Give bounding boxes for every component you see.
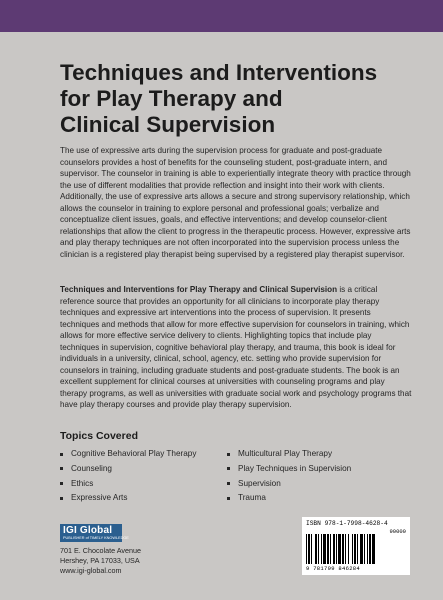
- description-paragraph-2: [60, 284, 412, 411]
- barcode-bar: [364, 534, 365, 564]
- topic-label: Multicultural Play Therapy: [238, 449, 333, 458]
- book-title-inline: Techniques and Interventions for Play Therapy and Clinical Supervision: [60, 285, 338, 294]
- book-title-line: Techniques and Interventions: [60, 60, 378, 85]
- publisher-logo: [60, 524, 129, 542]
- bullet-icon: [227, 453, 230, 456]
- topic-item: [227, 477, 351, 492]
- topic-item: [227, 491, 351, 506]
- topic-item: [60, 491, 196, 506]
- topics-list-right: [227, 447, 351, 506]
- barcode-bar: [306, 534, 307, 564]
- description-paragraph-2-text: is a critical reference source that provides an opportunity for all clinicians to incorporate play therapy techniques and expressive art interventions into the process of supervision. It presents techniques and methods that allow for more effective supervision for counselors in training, which allows for more effective service delivery to clients. Highlighting topics that include play techniques in supervision, cognitive behavioral play therapy, and trauma, this book is ideal for individuals in a university, clinical, school, agency, etc. setting who provide supervision for counselors in training, including graduate students and post-graduate students. The book is an excellent supplement for clinical courses at universities with counseling programs and play therapy programs, as well as universities with graduate social work and psychology programs that have play therapy courses and provide play therapy supervision.: [60, 285, 412, 409]
- bullet-icon: [227, 482, 230, 485]
- topic-label: Play Techniques in Supervision: [238, 463, 352, 473]
- barcode-bar: [369, 534, 371, 564]
- book-title-line: Clinical Supervision: [60, 112, 276, 137]
- topic-label: Ethics: [71, 478, 94, 488]
- bullet-icon: [60, 497, 63, 500]
- topic-label: Expressive Arts: [71, 493, 128, 503]
- topics-list-left: [60, 447, 196, 506]
- bullet-icon: [60, 453, 63, 456]
- price-code: 90000: [389, 528, 406, 535]
- barcode-bar: [354, 534, 356, 564]
- topic-item: [60, 462, 196, 477]
- barcode-bar: [318, 534, 319, 564]
- barcode-bar: [372, 534, 375, 564]
- barcode-bar: [342, 534, 344, 564]
- barcode-bar: [336, 534, 337, 564]
- topic-item: [60, 447, 196, 462]
- topics-heading: Topics Covered: [60, 430, 138, 442]
- publisher-website-link[interactable]: www.igi-global.com: [60, 566, 122, 575]
- book-title: [60, 60, 420, 138]
- topic-item: [227, 462, 351, 477]
- barcode-bars: [306, 534, 406, 564]
- bullet-icon: [60, 482, 63, 485]
- isbn-barcode: [302, 517, 410, 575]
- publisher-address: [60, 546, 141, 576]
- book-title-line: for Play Therapy and: [60, 86, 283, 111]
- topic-label: Cognitive Behavioral Play Therapy: [71, 449, 197, 458]
- barcode-bar: [315, 534, 317, 564]
- topic-item: [227, 447, 351, 462]
- isbn-number: ISBN 978-1-7998-4628-4: [306, 520, 388, 527]
- barcode-bar: [338, 534, 341, 564]
- topic-label: Supervision: [238, 478, 281, 488]
- bullet-icon: [227, 497, 230, 500]
- barcode-bar: [330, 534, 331, 564]
- barcode-bar: [311, 534, 312, 564]
- bullet-icon: [227, 467, 230, 470]
- barcode-bar: [352, 534, 353, 564]
- topic-label: Trauma: [238, 493, 266, 503]
- barcode-bar: [348, 534, 349, 564]
- publisher-logo-text: IGI Global: [63, 525, 113, 536]
- barcode-bar: [323, 534, 326, 564]
- top-color-band: [0, 0, 443, 32]
- barcode-bar: [357, 534, 358, 564]
- bullet-icon: [60, 467, 63, 470]
- address-line: Hershey, PA 17033, USA: [60, 556, 140, 565]
- barcode-bar: [321, 534, 322, 564]
- publisher-logo-tagline: PUBLISHER of TIMELY KNOWLEDGE: [63, 536, 129, 540]
- barcode-bar: [367, 534, 368, 564]
- topic-item: [60, 477, 196, 492]
- barcode-bar: [308, 534, 310, 564]
- barcode-bar: [327, 534, 329, 564]
- barcode-bar: [345, 534, 346, 564]
- topic-label: Counseling: [71, 463, 112, 473]
- barcode-bar: [333, 534, 335, 564]
- barcode-bar: [360, 534, 363, 564]
- address-line: 701 E. Chocolate Avenue: [60, 546, 141, 555]
- description-paragraph-1: The use of expressive arts during the supervision process for graduate and post-graduate counselors provides a host of benefits for the counseling student, post-graduate intern, and supervisor. The counselor in training is able to experientially integrate theory with practice through the use of different modalities that provide reflection and insight into their work with clients. Additionally, the use of expressive arts allows a secure and strong supervisory relationship, which allows the counselor in training to explore personal and professional goals; verbalize and conceptualize client issues, goals, and effective interventions; and develop counselor-client relationships that allow the client to progress in the therapeutic process. However, expressive arts and play therapy techniques are not often incorporated into the supervision process unless the clinician is a registered play therapist being supervised by a registered play therapist supervisor.: [60, 146, 411, 259]
- barcode-digits: 9 781799 846284: [306, 565, 361, 572]
